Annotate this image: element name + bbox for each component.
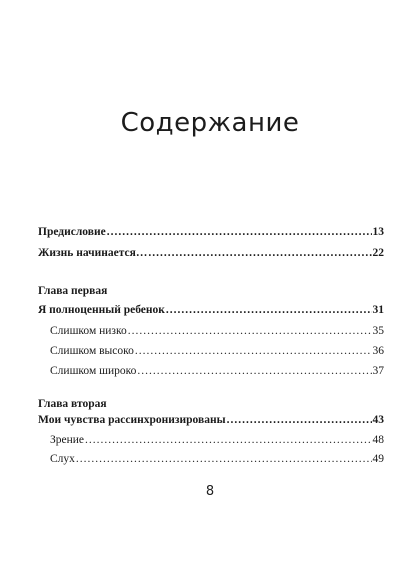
toc-entry-label: Мои чувства рассинхронизированы	[38, 414, 226, 426]
toc-entry-label: Я полноценный ребенок	[38, 304, 165, 316]
toc-entry-page: 43	[372, 414, 384, 426]
toc-entry-label: Зрение	[50, 434, 85, 446]
leader-dots	[85, 433, 371, 447]
toc-entry-page: 22	[372, 247, 384, 259]
chapter-heading: Глава вторая	[38, 398, 107, 410]
toc-entry-life-begins[interactable]	[38, 246, 384, 260]
toc-chapter-title[interactable]	[38, 413, 384, 427]
leader-dots	[135, 344, 372, 358]
toc-entry-page: 48	[372, 434, 384, 446]
toc-entry-preface[interactable]	[38, 225, 384, 239]
toc-section[interactable]	[50, 433, 384, 447]
toc-section[interactable]	[50, 364, 384, 378]
toc-entry-label: Слишком высоко	[50, 345, 134, 357]
toc-entry-label: Предисловие	[38, 226, 106, 238]
leader-dots	[148, 246, 371, 260]
leader-dots	[227, 413, 372, 427]
toc-section[interactable]	[50, 344, 384, 358]
leader-dots	[166, 303, 372, 317]
toc-entry-label: Слишком низко	[50, 325, 127, 337]
toc-section[interactable]	[50, 324, 384, 338]
toc-entry-page: 31	[372, 304, 384, 316]
toc-entry-label: Слишком широко	[50, 365, 137, 377]
leader-dots	[128, 324, 372, 338]
leader-dots	[137, 364, 371, 378]
toc-entry-label: Жизнь начинается…	[38, 247, 148, 259]
toc-section[interactable]	[50, 452, 384, 466]
page-number: 8	[205, 484, 215, 499]
chapter-heading: Глава первая	[38, 285, 108, 297]
toc-entry-page: 13	[372, 226, 384, 238]
leader-dots	[76, 452, 372, 466]
toc-chapter-title[interactable]	[38, 303, 384, 317]
toc-entry-page: 49	[372, 453, 384, 465]
toc-entry-page: 35	[372, 325, 384, 337]
toc-entry-page: 37	[372, 365, 384, 377]
leader-dots	[107, 225, 372, 239]
toc-entry-page: 36	[372, 345, 384, 357]
page-title: Содержание	[120, 108, 300, 138]
toc-entry-label: Слух	[50, 453, 75, 465]
